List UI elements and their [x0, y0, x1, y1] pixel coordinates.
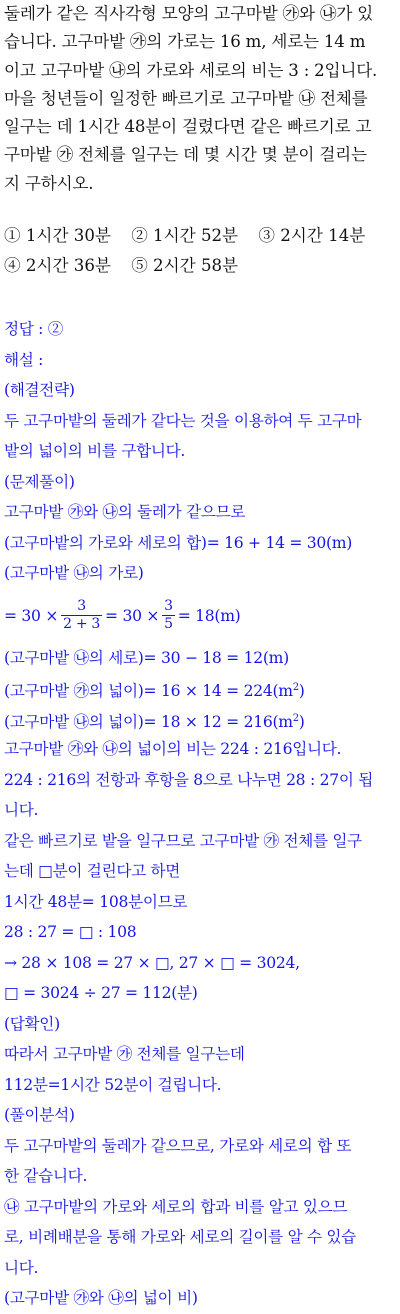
- analysis-label: (풀이분석): [4, 1106, 75, 1124]
- strategy-line: 밭의 넓이의 비를 구합니다.: [4, 442, 186, 460]
- solution-line: 한 같습니다.: [4, 1167, 88, 1185]
- solution-line: 1시간 48분= 108분이므로: [4, 892, 188, 911]
- solution-line: 112분=1시간 52분이 걸립니다.: [4, 1075, 222, 1094]
- problem-line: 습니다. 고구마밭 ㉮의 가로는 16 m, 세로는 14 m: [4, 32, 366, 52]
- problem-line: 구마밭 ㉮ 전체를 일구는 데 몇 시간 몇 분이 걸리는: [4, 145, 367, 165]
- problem-text: [4, 0, 398, 198]
- fraction-numerator: 3: [77, 598, 86, 614]
- problem-line: 둘레가 같은 직사각형 모양의 고구마밭 ㉮와 ㉯가 있: [4, 4, 374, 23]
- solution-line: 따라서 고구마밭 ㉮ 전체를 일구는데: [4, 1045, 245, 1063]
- fraction: [61, 598, 102, 633]
- solution-line: 로, 비례배분을 통해 가로와 세로의 길이를 알 수 있습: [4, 1228, 356, 1246]
- superscript: 2: [292, 682, 299, 693]
- answer-choices: [4, 221, 380, 281]
- explanation-label: 해설 :: [4, 350, 44, 369]
- close-paren: ): [298, 712, 305, 731]
- area-text: (고구마밭 ㉮의 넓이)= 16 × 14 = 224(m: [4, 682, 293, 700]
- solution-line: 두 고구마밭의 둘레가 같으므로, 가로와 세로의 합 또: [4, 1136, 352, 1155]
- equation-middle: = 30 ×: [105, 606, 160, 625]
- strategy-line: 두 고구마밭의 둘레가 같다는 것을 이용하여 두 고구마: [4, 411, 362, 430]
- choice-row: [4, 221, 380, 251]
- problem-line: 지 구하시오.: [4, 173, 94, 193]
- solution-line: 224 : 216의 전항과 후항을 8으로 나누면 28 : 27이 됩: [4, 770, 373, 789]
- solution-line: (고구마밭의 가로와 세로의 합)= 16 + 14 = 30(m): [4, 533, 353, 552]
- close-paren: ): [298, 682, 305, 700]
- problem-line: 마을 청년들이 일정한 빠르기로 고구마밭 ㉯ 전체를: [4, 88, 368, 108]
- fraction-equation: [4, 589, 400, 643]
- solution-line: □ = 3024 ÷ 27 = 112(분): [4, 984, 198, 1002]
- choice-row: [4, 251, 380, 281]
- fraction: [162, 598, 175, 633]
- solution-line: 같은 빠르기로 밭을 일구므로 고구마밭 ㉮ 전체를 일구: [4, 831, 362, 850]
- solution-line: ㉯ 고구마밭의 가로와 세로의 합과 비를 알고 있으므: [4, 1197, 348, 1216]
- check-label: (답확인): [4, 1014, 60, 1033]
- choice-4: ④ 2시간 36분: [4, 256, 111, 275]
- choice-2: ② 1시간 52분: [131, 226, 239, 245]
- solution-line: (고구마밭 ㉮와 ㉯의 넓이 비): [4, 1289, 198, 1307]
- equation-suffix: = 18(m): [177, 606, 241, 625]
- solving-label: (문제풀이): [4, 472, 75, 491]
- equation-prefix: = 30 ×: [4, 606, 59, 625]
- choice-5: ⑤ 2시간 58분: [131, 256, 239, 275]
- fraction-denominator: 5: [164, 616, 173, 632]
- problem-line: 이고 고구마밭 ㉯의 가로와 세로의 비는 3 : 2입니다.: [4, 60, 378, 80]
- fraction-denominator: 2 + 3: [63, 616, 101, 632]
- superscript: 2: [292, 712, 299, 724]
- choice-3: ③ 2시간 14분: [258, 226, 366, 245]
- solution-line: [4, 704, 400, 735]
- choice-1: ① 1시간 30분: [4, 226, 111, 245]
- solution-line: (고구마밭 ㉯의 가로): [4, 564, 144, 582]
- solution-line: 는데 □분이 걸린다고 하면: [4, 862, 181, 880]
- solution-line: 28 : 27 = □ : 108: [4, 923, 137, 941]
- solution-line: 고구마밭 ㉮와 ㉯의 둘레가 같으므로: [4, 503, 246, 521]
- solution-section: [4, 314, 400, 1314]
- solution-line: [4, 673, 400, 704]
- strategy-label: (해결전략): [4, 381, 75, 399]
- solution-line: 니다.: [4, 1258, 39, 1277]
- solution-line: (고구마밭 ㉯의 세로)= 30 − 18 = 12(m): [4, 648, 289, 667]
- solution-line: 니다.: [4, 801, 39, 819]
- problem-line: 일구는 데 1시간 48분이 걸렸다면 같은 빠르기로 고: [4, 117, 372, 137]
- solution-line: → 28 × 108 = 27 × □, 27 × □ = 3024,: [4, 953, 300, 972]
- fraction-numerator: 3: [164, 598, 173, 614]
- solution-line: 고구마밭 ㉮와 ㉯의 넓이의 비는 224 : 216입니다.: [4, 740, 342, 758]
- answer-line: 정답 : ②: [4, 320, 64, 338]
- area-text: (고구마밭 ㉯의 넓이)= 18 × 12 = 216(m: [4, 712, 293, 731]
